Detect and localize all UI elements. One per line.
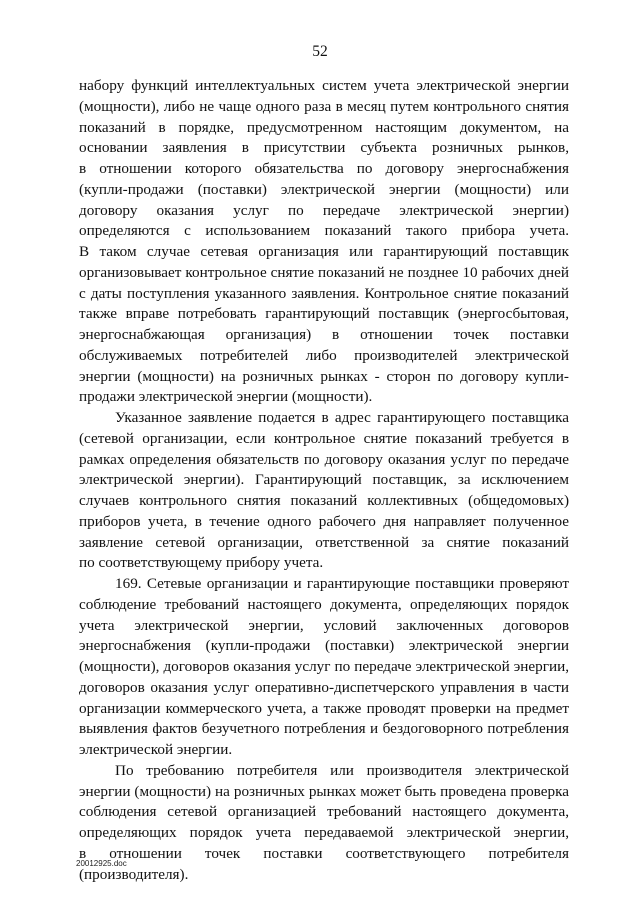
text-line: электрической энергии. [79,741,233,758]
text-line: (мощности), либо не чаще одного раза в месяц путем контрольного снятия [79,97,569,115]
text-line: также вправе потребовать гарантирующий поставщик (энергосбытовая, [79,305,569,323]
paragraph-4 [79,761,569,886]
text-line: набору функций интеллектуальных систем учета электрической энергии [79,77,569,94]
paragraph-1 [79,76,569,408]
text-line: рамках определения обязательств по договору оказания услуг по передаче [79,450,569,468]
text-line: энергоснабжающая организация) в отношении точек поставки [79,326,569,343]
text-line: определяются с использованием показаний такого прибора учета. [79,222,569,240]
paragraph-2 [79,408,569,574]
text-line: организовывает контрольное снятие показаний не позднее 10 рабочих дней [79,263,569,281]
text-line: продажи электрической энергии (мощности). [79,388,373,406]
text-line: договоров оказания услуг оперативно-диспетчерского управления в части [79,678,569,696]
text-line: энергии (мощности) на розничных рынках - сторон по договору купли- [79,367,569,385]
text-line: Указанное заявление подается в адрес гарантирующего поставщика [115,409,569,426]
text-line: (купли-продажи (поставки) электрической энергии (мощности) или [79,180,569,198]
text-line: По требованию потребителя или производителя электрической [115,761,569,779]
text-line: в отношении точек поставки соответствующего потребителя [79,844,569,862]
text-line: (сетевой организации, если контрольное снятие показаний требуется в [79,429,569,447]
text-line: энергии (мощности) на розничных рынках может быть проведена проверка [79,782,569,800]
text-line: с даты поступления указанного заявления. Контрольное снятие показаний [79,284,569,302]
text-line: случаев контрольного снятия показаний коллективных (общедомовых) [79,492,569,509]
text-line: выявления фактов безучетного потребления и бездоговорного потребления [79,720,569,738]
text-line: В таком случае сетевая организация или гарантирующий поставщик [79,243,569,260]
text-line: основании заявления в присутствии субъекта розничных рынков, [79,139,569,157]
text-line: определяющих порядок учета передаваемой электрической энергии, [79,824,569,841]
text-line: 169. Сетевые организации и гарантирующие поставщики проверяют [115,575,569,592]
body-text [79,76,569,885]
page-number: 52 [312,43,328,60]
text-line: по соответствующему прибору учета. [79,554,324,572]
text-line: электрической энергии). Гарантирующий поставщик, за исключением [79,471,569,489]
text-line: соблюдение требований настоящего документа, определяющих порядок [79,595,569,613]
text-line: показаний в порядке, предусмотренном настоящим документом, на [79,118,569,136]
text-line: энергоснабжения (купли-продажи (поставки) электрической энергии [79,637,569,655]
text-line: организации коммерческого учета, а также проводят проверки на предмет [79,699,569,717]
text-line: (мощности), договоров оказания услуг по передаче электрической энергии, [79,658,569,675]
text-line: обслуживаемых потребителей либо производителей электрической [79,346,569,364]
text-line: приборов учета, в течение одного рабочего дня направляет полученное [79,512,569,530]
paragraph-3 [79,574,569,761]
text-line: в отношении которого обязательства по договору энергоснабжения [79,160,569,177]
text-line: заявление сетевой организации, ответственной за снятие показаний [79,533,569,551]
text-line: соблюдения сетевой организацией требований настоящего документа, [79,803,569,821]
text-line: учета электрической энергии, условий заключенных договоров [79,616,569,634]
text-line: (производителя). [79,865,189,883]
footer-filename: 20012925.doc [76,859,127,868]
text-line: договору оказания услуг по передаче электрической энергии) [79,201,569,219]
